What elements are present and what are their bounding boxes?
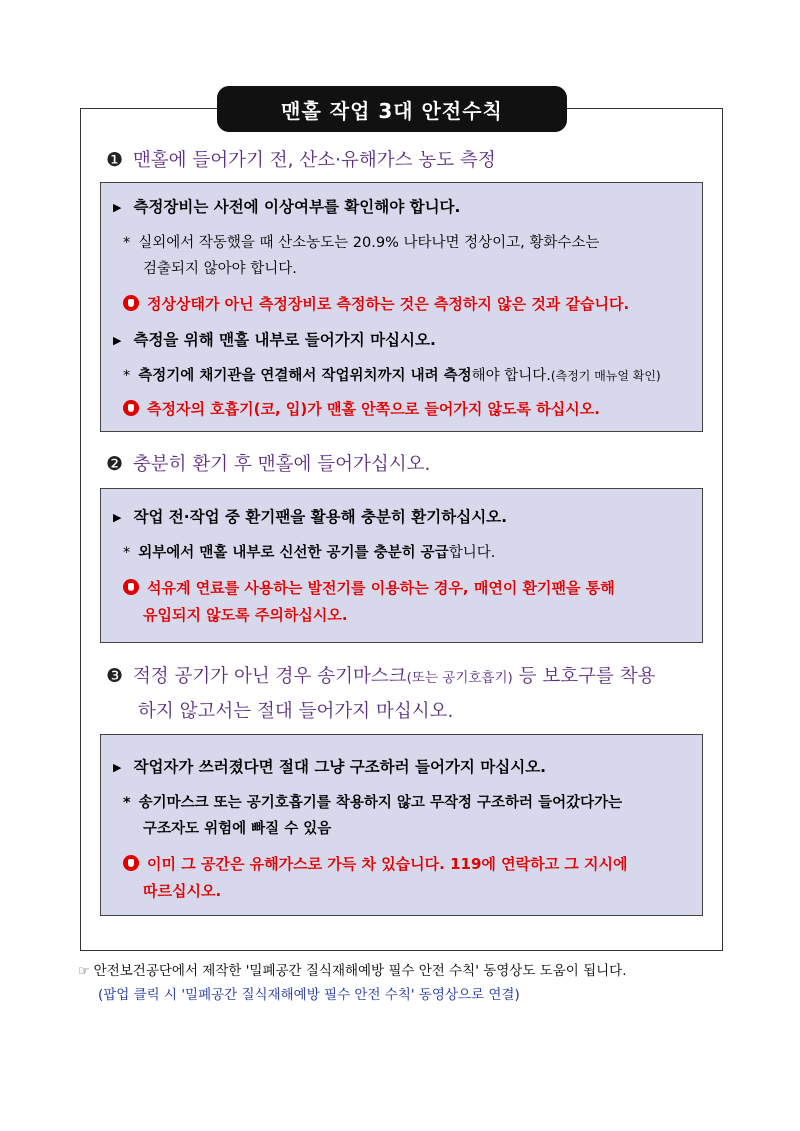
section3-heading-line2: 하지 않고서는 절대 들어가지 마십시오. xyxy=(138,701,454,722)
triangle-bullet-icon: ▶ xyxy=(113,511,122,524)
triangle-bullet-icon: ▶ xyxy=(113,761,122,774)
section2-warning1-line2: 유입되지 않도록 주의하십시오. xyxy=(143,606,348,624)
pointing-hand-icon: ☞ xyxy=(78,964,90,979)
section3-warning1-line2: 따르십시오. xyxy=(143,882,222,900)
footer-popup-link-text[interactable]: (팝업 클릭 시 '밀폐공간 질식재해예방 필수 안전 수칙' 동영상으로 연결) xyxy=(98,987,520,1003)
section2-heading xyxy=(106,448,716,481)
section1-note1-line2: 검출되지 않아야 합니다. xyxy=(143,261,297,277)
section2-note1-rest: 합니다. xyxy=(448,545,496,561)
section3-warning1 xyxy=(123,852,627,876)
section1-bullet1 xyxy=(113,195,460,221)
section3-note1-line1: 송기마스크 또는 공기호흡기를 착용하지 않고 무작정 구조하러 들어갔다가는 xyxy=(138,795,623,811)
triangle-bullet-icon: ▶ xyxy=(113,334,122,347)
section3-heading-part1: 적정 공기가 아닌 경우 송기마스크 xyxy=(132,666,407,687)
section1-warning1 xyxy=(123,292,629,316)
section1-bullet1-text: 측정장비는 사전에 이상여부를 확인해야 합니다. xyxy=(133,198,461,216)
section2-warning1-cont xyxy=(123,603,348,627)
section1-warning2 xyxy=(123,397,600,421)
section1-warning2-text: 측정자의 호흡기(코, 입)가 맨홀 안쪽으로 들어가지 않도록 하십시오. xyxy=(147,400,600,418)
section1-bullet2-text: 측정을 위해 맨홀 내부로 들어가지 마십시오. xyxy=(133,331,436,349)
asterisk-icon: * xyxy=(123,545,131,561)
section1-note1-cont xyxy=(123,257,297,281)
section2-warning1 xyxy=(123,576,615,600)
section1-note1-line1: 실외에서 작동했을 때 산소농도는 20.9% 나타나면 정상이고, 황화수소는 xyxy=(138,235,600,251)
footer-note xyxy=(78,960,627,983)
section3-warning1-cont xyxy=(123,879,221,903)
triangle-bullet-icon: ▶ xyxy=(113,201,122,214)
section1-box xyxy=(100,182,703,432)
page-title xyxy=(217,86,567,132)
section2-note1-bold: 외부에서 맨홀 내부로 신선한 공기를 충분히 공급 xyxy=(138,545,449,561)
stop-hand-icon xyxy=(123,855,139,871)
stop-hand-icon xyxy=(123,400,139,416)
section1-note2 xyxy=(123,364,661,388)
section2-heading-text: 충분히 환기 후 맨홀에 들어가십시오. xyxy=(132,454,431,475)
section1-note1 xyxy=(123,231,599,255)
section3-note1-cont xyxy=(123,817,331,841)
section1-note2-rest: 해야 합니다. xyxy=(471,368,551,384)
asterisk-icon: * xyxy=(123,368,131,384)
section3-bullet1-text: 작업자가 쓰러졌다면 절대 그냥 구조하러 들어가지 마십시오. xyxy=(133,758,547,776)
section3-note1 xyxy=(123,791,622,815)
section1-number: ❶ xyxy=(106,149,124,171)
section2-number: ❷ xyxy=(106,453,124,475)
asterisk-icon: * xyxy=(123,795,131,811)
section3-number: ❸ xyxy=(106,665,124,687)
asterisk-icon: * xyxy=(123,235,131,251)
section2-bullet1-text: 작업 전·작업 중 환기팬을 활용해 충분히 환기하십시오. xyxy=(133,508,508,526)
section1-note2-bold: 측정기에 채기관을 연결해서 작업위치까지 내려 측정 xyxy=(138,368,472,384)
stop-hand-icon xyxy=(123,579,139,595)
section1-bullet2 xyxy=(113,328,436,354)
section3-heading-part2: 등 보호구를 착용 xyxy=(518,666,656,687)
page-title-text: 맨홀 작업 3대 안전수칙 xyxy=(281,98,503,123)
section2-bullet1 xyxy=(113,505,507,531)
section3-note1-line2: 구조자도 위험에 빠질 수 있음 xyxy=(143,821,332,837)
section3-heading-small: (또는 공기호흡기) xyxy=(406,670,513,686)
section2-warning1-line1: 석유계 연료를 사용하는 발전기를 이용하는 경우, 매연이 환기팬을 통해 xyxy=(147,579,615,597)
section3-heading xyxy=(106,660,716,728)
footer-popup-link[interactable] xyxy=(98,984,520,1006)
section2-note1 xyxy=(123,541,495,565)
section3-warning1-line1: 이미 그 공간은 유해가스로 가득 차 있습니다. 119에 연락하고 그 지시에 xyxy=(147,855,628,873)
footer-note-text: 안전보건공단에서 제작한 '밀폐공간 질식재해예방 필수 안전 수칙' 동영상도 도움이 됩니다. xyxy=(93,963,627,979)
section3-bullet1 xyxy=(113,755,546,781)
section1-warning1-text: 정상상태가 아닌 측정장비로 측정하는 것은 측정하지 않은 것과 같습니다. xyxy=(147,295,630,313)
section2-box xyxy=(100,488,703,643)
section3-box xyxy=(100,734,703,916)
section1-heading xyxy=(106,144,716,177)
section1-heading-text: 맨홀에 들어가기 전, 산소·유해가스 농도 측정 xyxy=(132,150,496,171)
stop-hand-icon xyxy=(123,295,139,311)
section1-note2-paren: (측정기 매뉴얼 확인) xyxy=(550,369,661,383)
